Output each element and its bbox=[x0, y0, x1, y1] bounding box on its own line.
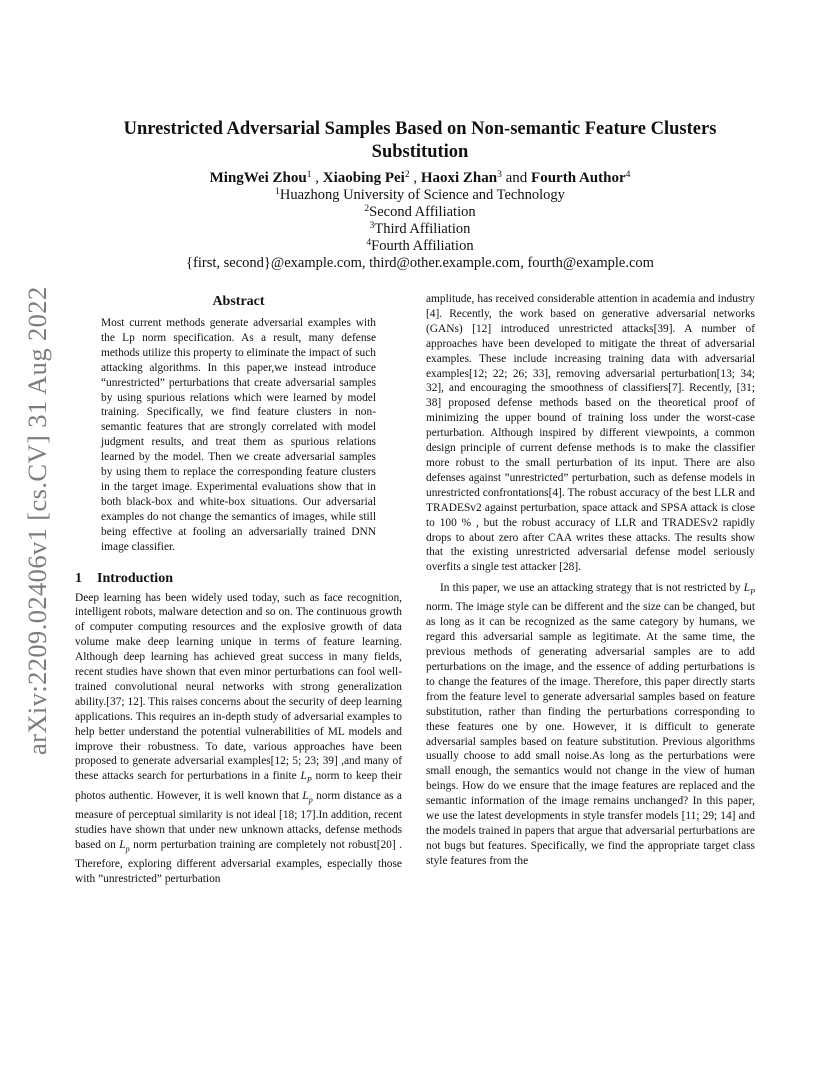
author-affiliation-mark: 2 bbox=[404, 170, 410, 180]
affiliation-mark: 3 bbox=[369, 221, 375, 231]
section-number: 1 bbox=[75, 570, 82, 586]
right-column bbox=[426, 292, 755, 869]
affiliation-text: Third Affiliation bbox=[374, 221, 471, 237]
affiliation bbox=[80, 238, 760, 255]
section-heading bbox=[75, 571, 402, 587]
intro-paragraph-1-part-2: amplitude, has received considerable attention in academia and industry [4]. Recently, the work based on generative adversarial networks (GANs) [12] introduced unrestricted attacks[39]. A number of approaches have been developed to mitigate the threat of adversarial examples. These include increasing training data with adversarial examples[12; 22; 26; 33], removing adversarial perturbation[13; 34; 32], and encouraging the smoothness of classifiers[7]. Recently, [31; 38] proposed defense methods based on the theoretical proof of minimizing the upper bound of training loss under the worst-case perturbation. Although inspired by different viewpoints, a common design principle of current defense methods is to make the classifier more robust to the small perturbation of its input. There are also defenses against ”unrestricted” perturbation, such as defense models in unrestricted confrontations[4]. The robust accuracy of the best LLR and TRADESv2 against perturbation, space attack and SPSA attack is close to 100 % , but the robust accuracy of LLR and TRADESv2 rapidly drops to about zero after CAA writes these attacks. The results show that the existing unrestricted adversarial defense model seriously overfits a single test attacker [28]. bbox=[426, 293, 755, 574]
author-emails: {first, second}@example.com, third@other.example.com, fourth@example.com bbox=[186, 255, 654, 271]
left-column bbox=[75, 292, 402, 887]
affiliation-text: Huazhong University of Science and Technology bbox=[279, 187, 565, 203]
author-affiliation-mark: 4 bbox=[625, 170, 631, 180]
section-title: Introduction bbox=[97, 570, 173, 586]
affiliation-mark: 2 bbox=[364, 204, 370, 214]
author-name: Fourth Author bbox=[531, 170, 626, 186]
paper-title: Unrestricted Adversarial Samples Based on Non-semantic Feature Clusters Substitution bbox=[123, 119, 717, 162]
affiliation-text: Second Affiliation bbox=[369, 204, 476, 220]
intro-paragraph-1-part-1: Deep learning has been widely used today, such as face recognition, intelligent robots, malware detection and so on. The continuous growth of computer computing resources and the explosive growth of data volume make deep learning unique in terms of feature learning. Although deep learning has achieved great success in many fields, recent studies have shown that even minor perturbations can fool well-trained convolutional neural networks with strong generalization ability.[37; 12]. This raises concerns about the security of deep learning applications. This requires an in-depth study of adversarial examples to help better understand the potential vulnerabilities of ML models and improve their robustness. To date, various approaches have been proposed to generate adversarial examples[12; 5; 23; 39] ,and many of these attacks search for perturbations in a finite $L_P$ norm to keep their photos authentic. However, it is well known that $L_p$ norm distance as a measure of perceptual similarity is not ideal [18; 17].In addition, recent studies have shown that under new unknown attacks, defense methods based on $L_p$ norm perturbation training are completely not robust[20] . Therefore, exploring different adversarial examples, especially those with ”unrestricted” perturbation bbox=[75, 591, 402, 885]
author-separator: , bbox=[409, 170, 421, 186]
author-and: and bbox=[501, 170, 532, 186]
author-name: MingWei Zhou bbox=[209, 170, 307, 186]
affiliation-text: Fourth Affiliation bbox=[371, 238, 474, 254]
affiliation bbox=[80, 221, 760, 238]
author-name: Haoxi Zhan bbox=[420, 170, 498, 186]
affiliation bbox=[80, 204, 760, 221]
abstract-text: Most current methods generate adversarial examples with the Lp norm specification. As a result, many defense methods utilize this property to eliminate the impact of such attacking algorithms. In this paper,we instead introduce “unrestricted” perturbations that create adversarial samples by using spurious relations which were learned by model training. Specifically, we find feature clusters in non-semantic features that are strongly correlated with model judgment results, and treat them as spurious relations learned by the model. Then we create adversarial samples by using them to replace the corresponding feature clusters in the target image. Experimental evaluations show that in both black-box and white-box situations. Our adversarial examples do not change the semantics of images, while still being effective at fooling an adversarially trained DNN image classifier. bbox=[101, 317, 376, 553]
author-name: Xiaobing Pei bbox=[322, 170, 405, 186]
author-list bbox=[80, 169, 760, 187]
intro-paragraph-2: In this paper, we use an attacking strategy that is not restricted by $L_P$ norm. The image style can be different and the size can be changed, but as long as it can be recognized as the same category by humans, we regard this adversarial sample as legitimate. At the same time, the previous methods of generating adversarial samples are to add perturbations on the image, and the essence of adding perturbations is to change the features of the image. Therefore, this paper directly starts from the feature level to generate adversarial samples based on feature substitution, rather than finding the perturbations corresponding to these features one by one. However, it is difficult to generate adversarial samples based on feature substitution. Previous algorithms usually choose to add small noise.As long as the perturbations were small enough, the semantics would not change in the view of human beings. How do we ensure that the image features are replaced and the semantic information of the image remains unchanged? In this paper, we use the latest developments in style transfer models [11; 29; 14] and the models trained in papers that argue that adversarial perturbations are not bugs but features. Specifically, we find the appropriate target class style features from the bbox=[426, 582, 755, 867]
author-affiliation-mark: 1 bbox=[306, 170, 312, 180]
affiliation bbox=[80, 187, 760, 204]
author-affiliation-mark: 3 bbox=[497, 170, 502, 180]
author-separator: , bbox=[311, 170, 323, 186]
affiliation-mark: 1 bbox=[275, 187, 280, 197]
abstract-heading: Abstract bbox=[212, 294, 265, 309]
paper-header bbox=[80, 118, 760, 272]
affiliation-mark: 4 bbox=[366, 238, 372, 248]
arxiv-identifier: arXiv:2209.02406v1 [cs.CV] 31 Aug 2022 bbox=[22, 286, 52, 755]
